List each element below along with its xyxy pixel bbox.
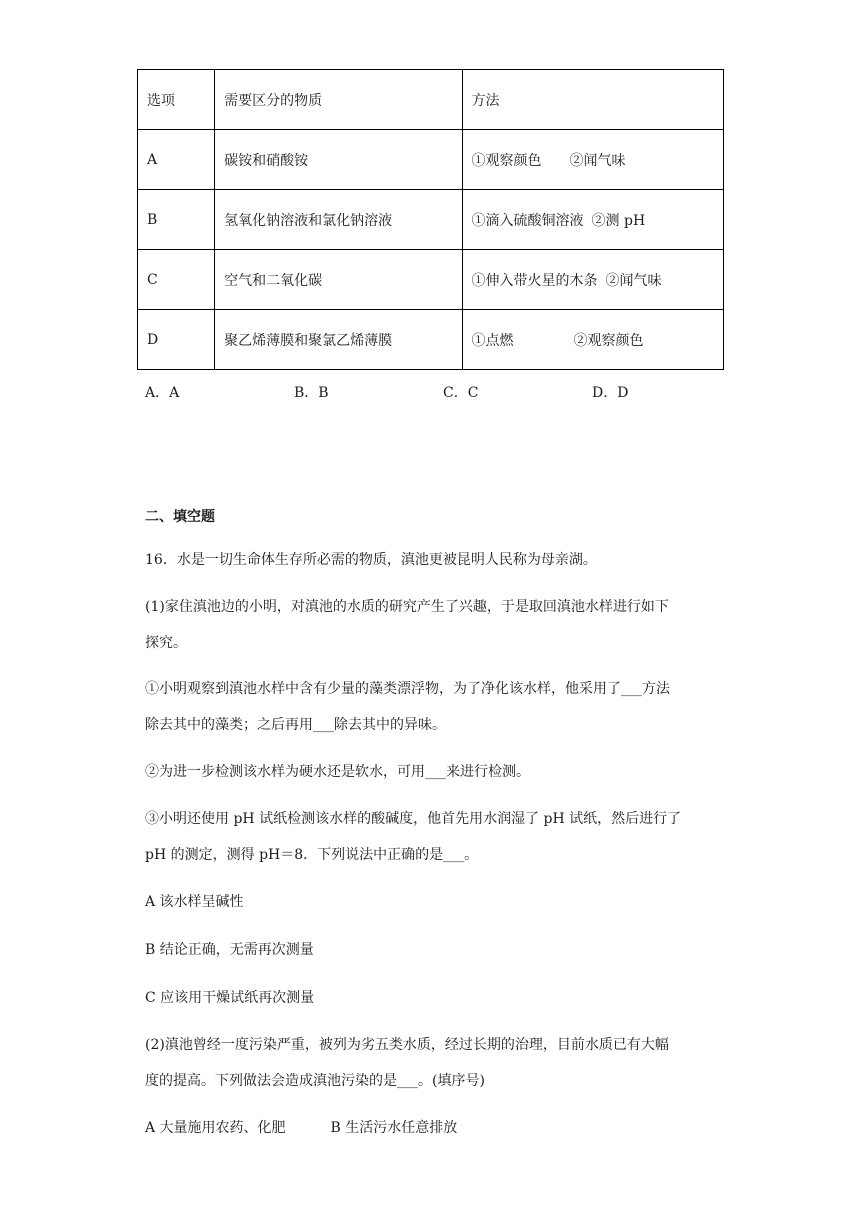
table-cell-method: [462, 190, 723, 250]
question-stem: 16．水是一切生命体生存所必需的物质，滇池更被昆明人民称为母亲湖。: [145, 552, 597, 568]
sub-question-3-cont: pH 的测定，测得 pH＝8．下列说法中正确的是___。: [145, 847, 479, 863]
section-title: 二、填空题: [145, 509, 215, 525]
table-header-cell: 方法: [462, 70, 723, 130]
part1-text-cont: 探究。: [145, 635, 187, 651]
options-table: [137, 69, 724, 370]
choice-d: D．D: [592, 385, 629, 401]
table-row: [138, 310, 724, 370]
method-1: ①伸入带火星的木条: [471, 272, 598, 289]
table-cell-method: [462, 250, 723, 310]
method-1: ①点燃: [471, 332, 514, 349]
method-2: ②闻气味: [569, 152, 626, 169]
table-cell-method: [462, 130, 723, 190]
part2-text: (2)滇池曾经一度污染严重，被列为劣五类水质，经过长期的治理，目前水质已有大幅: [145, 1037, 669, 1053]
method-2: ②测 pH: [591, 212, 646, 229]
method-1: ①观察颜色: [471, 152, 542, 169]
sub-question-2: ②为进一步检测该水样为硬水还是软水，可用___来进行检测。: [145, 764, 530, 780]
table-cell-substances: 碳铵和硝酸铵: [215, 130, 462, 190]
table-header-cell: 需要区分的物质: [215, 70, 462, 130]
table-header-cell: 选项: [138, 70, 215, 130]
table-cell-substances: 空气和二氧化碳: [215, 250, 462, 310]
method-1: ①滴入硫酸铜溶液: [471, 212, 584, 229]
sub-question-1: ①小明观察到滇池水样中含有少量的藻类漂浮物，为了净化该水样，他采用了___方法: [145, 681, 670, 697]
part2-text-cont: 度的提高。下列做法会造成滇池污染的是___。(填序号): [145, 1073, 485, 1089]
table-cell-option: A: [138, 130, 215, 190]
method-2: ②观察颜色: [573, 332, 644, 349]
table-header-row: [138, 70, 724, 130]
choice-b: B．B: [294, 385, 329, 401]
choice-a: A．A: [145, 385, 180, 401]
table-row: [138, 190, 724, 250]
sub-question-3: ③小明还使用 pH 试纸检测该水样的酸碱度，他首先用水润湿了 pH 试纸，然后进行了: [145, 811, 682, 827]
method-2: ②闻气味: [605, 272, 662, 289]
sub3-option-c: C 应该用干燥试纸再次测量: [145, 990, 315, 1006]
table-cell-option: C: [138, 250, 215, 310]
sub3-option-b: B 结论正确，无需再次测量: [145, 942, 314, 958]
part2-option-b: B 生活污水任意排放: [330, 1120, 458, 1136]
part2-options: [145, 1117, 457, 1137]
table-cell-option: B: [138, 190, 215, 250]
part1-text: (1)家住滇池边的小明，对滇池的水质的研究产生了兴趣，于是取回滇池水样进行如下: [145, 599, 669, 615]
table-cell-substances: 聚乙烯薄膜和聚氯乙烯薄膜: [215, 310, 462, 370]
sub3-option-a: A 该水样呈碱性: [145, 894, 244, 910]
part2-option-a: A 大量施用农药、化肥: [145, 1120, 286, 1136]
table-cell-option: D: [138, 310, 215, 370]
table-row: [138, 130, 724, 190]
table-row: [138, 250, 724, 310]
table-cell-method: [462, 310, 723, 370]
sub-question-1-cont: 除去其中的藻类；之后再用___除去其中的异味。: [145, 717, 446, 733]
table-cell-substances: 氢氧化钠溶液和氯化钠溶液: [215, 190, 462, 250]
choice-c: C．C: [443, 385, 479, 401]
